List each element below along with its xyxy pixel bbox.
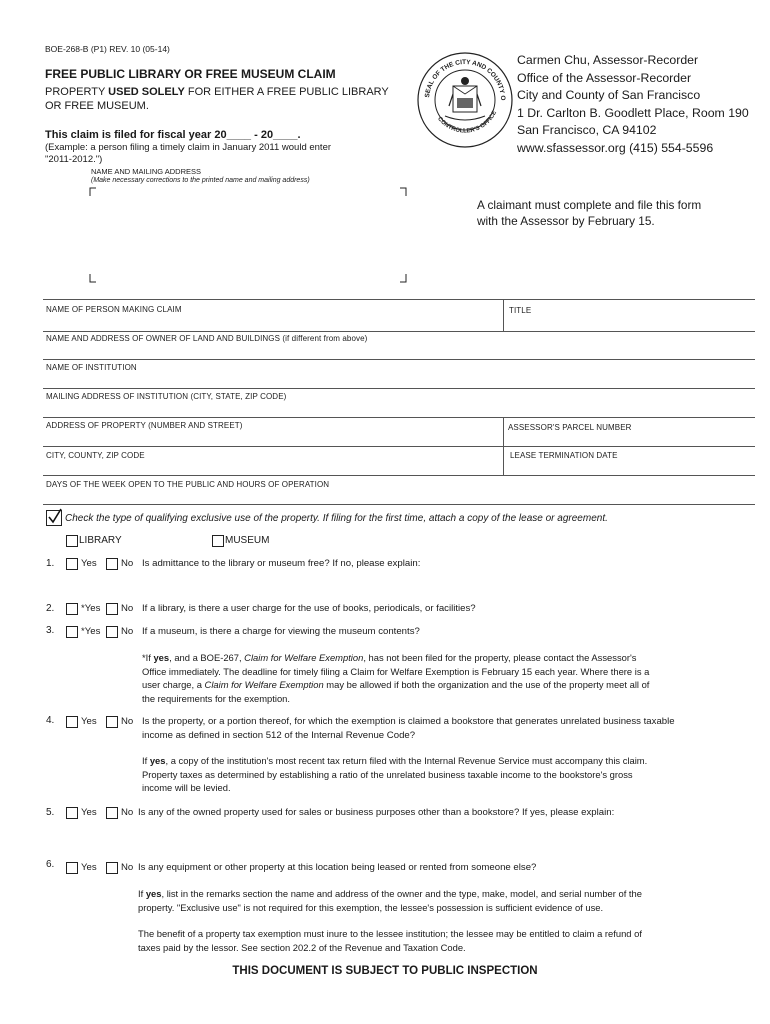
q2-number: 2. <box>46 603 55 614</box>
example-note-line2: "2011-2012.") <box>45 154 103 165</box>
welfare-exemption-note: *If yes, and a BOE-267, Claim for Welfare Exemption, has not been filed for the property, please contact the Assessor's Office immediately. The deadline for timely filing a Claim for Welfare Exemption is February 15 each year. Where there is a user charge, a Claim for Welfare Exemption may be allowed if both the organization and the use of the property meet all of the requirements for the exemption. <box>142 652 650 704</box>
q4-yes-checkbox[interactable] <box>66 716 78 728</box>
field-mailing-address[interactable]: MAILING ADDRESS OF INSTITUTION (CITY, STATE, ZIP CODE) <box>46 392 287 401</box>
q1-no-checkbox[interactable] <box>106 558 118 570</box>
museum-label: MUSEUM <box>225 535 270 546</box>
q1-text: Is admittance to the library or museum free? If no, please explain: <box>142 558 421 569</box>
q5-text: Is any of the owned property used for sales or business purposes other than a bookstore? If yes, please explain: <box>138 807 615 818</box>
assessor-office: Office of the Assessor-Recorder <box>517 70 692 85</box>
filing-notice-line2: with the Assessor by February 15. <box>477 214 655 228</box>
q6-number: 6. <box>46 859 55 870</box>
q3-no-checkbox[interactable] <box>106 626 118 638</box>
field-lease-termination[interactable]: LEASE TERMINATION DATE <box>510 451 618 460</box>
name-address-note: (Make necessary corrections to the printed name and mailing address) <box>91 177 310 184</box>
form-title: FREE PUBLIC LIBRARY OR FREE MUSEUM CLAIM <box>45 67 336 81</box>
lessee-refund-note: The benefit of a property tax exemption must inure to the lessee institution; the lessee may be entitled to claim a refund of taxes paid by the lessor. See section 202.2 of the Revenue and Taxation Code. <box>138 928 642 953</box>
tax-return-note: If yes, a copy of the institution's most recent tax return filed with the Internal Revenue Service must accompany this claim. Property taxes as determined by establishing a ratio of the unrelated business taxable income to the bookstore's gross income will be levied. <box>142 755 648 794</box>
q4-text: Is the property, or a portion thereof, for which the exemption is claimed a bookstore that generates unrelated business taxable <box>142 716 675 727</box>
svg-text:CONTROLLER'S OFFICE: CONTROLLER'S OFFICE <box>436 110 499 135</box>
example-note: (Example: a person filing a timely claim in January 2011 would enter <box>45 142 332 153</box>
q4-no-checkbox[interactable] <box>106 716 118 728</box>
q2-yes-label: *Yes <box>81 603 101 614</box>
q2-text: If a library, is there a user charge for the use of books, periodicals, or facilities? <box>142 603 476 614</box>
q4-number: 4. <box>46 715 55 726</box>
q2-no-checkbox[interactable] <box>106 603 118 615</box>
museum-checkbox[interactable] <box>212 535 224 547</box>
assessor-citystate: San Francisco, CA 94102 <box>517 123 657 137</box>
filing-notice <box>477 197 701 229</box>
assessor-city: City and County of San Francisco <box>517 88 701 102</box>
q5-number: 5. <box>46 807 55 818</box>
q2-no-label: No <box>121 603 134 614</box>
q1-number: 1. <box>46 558 55 569</box>
q1-yes-checkbox[interactable] <box>66 558 78 570</box>
q3-yes-checkbox[interactable] <box>66 626 78 638</box>
q4-no-label: No <box>121 716 134 727</box>
field-city-county-zip[interactable]: CITY, COUNTY, ZIP CODE <box>46 451 145 460</box>
field-institution[interactable]: NAME OF INSTITUTION <box>46 363 137 372</box>
q3-yes-label: *Yes <box>81 626 101 637</box>
form-subtitle: PROPERTY USED SOLELY FOR EITHER A FREE PUBLIC LIBRARY <box>45 86 389 98</box>
q3-no-label: No <box>121 626 134 637</box>
q4-yes-label: Yes <box>81 716 97 727</box>
q4-text-line2: income as defined in section 512 of the Internal Revenue Code? <box>142 730 416 741</box>
use-type-instruction: Check the type of qualifying exclusive use of the property. If filing for the first time, attach a copy of the lease or agreement. <box>65 513 608 524</box>
fiscal-year-label[interactable]: This claim is filed for fiscal year 20____ - 20____. <box>45 129 301 141</box>
field-title[interactable]: TITLE <box>509 306 532 315</box>
q3-number: 3. <box>46 625 55 636</box>
q5-yes-label: Yes <box>81 807 97 818</box>
form-id: BOE-268-B (P1) REV. 10 (05-14) <box>45 44 170 54</box>
assessor-name: Carmen Chu, Assessor-Recorder <box>517 53 699 67</box>
city-seal <box>415 50 515 150</box>
name-address-label: NAME AND MAILING ADDRESS <box>91 167 202 176</box>
field-name-person[interactable]: NAME OF PERSON MAKING CLAIM <box>46 305 182 314</box>
q6-yes-checkbox[interactable] <box>66 862 78 874</box>
assessor-address: 1 Dr. Carlton B. Goodlett Place, Room 190 <box>517 105 749 120</box>
assessor-web-phone[interactable]: www.sfassessor.org (415) 554-5596 <box>517 140 714 155</box>
public-inspection-footer: THIS DOCUMENT IS SUBJECT TO PUBLIC INSPECTION <box>232 965 538 977</box>
address-window[interactable] <box>88 186 412 286</box>
q6-no-label: No <box>121 862 134 873</box>
filing-notice-line1: A claimant must complete and file this form <box>477 198 702 212</box>
library-label: LIBRARY <box>79 535 122 546</box>
field-parcel-number[interactable]: ASSESSOR'S PARCEL NUMBER <box>508 423 632 432</box>
q2-yes-checkbox[interactable] <box>66 603 78 615</box>
leased-property-note: If yes, list in the remarks section the name and address of the owner and the type, make, model, and serial number of the property. "Exclusive use" is not required for this exemption, the lessee's possession is sufficient evidence of use. <box>138 888 642 913</box>
q6-text: Is any equipment or other property at this location being leased or rented from someone else? <box>138 862 537 873</box>
q6-yes-label: Yes <box>81 862 97 873</box>
q1-yes-label: Yes <box>81 558 97 569</box>
q5-no-checkbox[interactable] <box>106 807 118 819</box>
q1-no-label: No <box>121 558 134 569</box>
library-checkbox[interactable] <box>66 535 78 547</box>
field-owner[interactable]: NAME AND ADDRESS OF OWNER OF LAND AND BUILDINGS (if different from above) <box>46 334 368 343</box>
assessor-block <box>517 52 749 157</box>
q5-yes-checkbox[interactable] <box>66 807 78 819</box>
field-property-address[interactable]: ADDRESS OF PROPERTY (NUMBER AND STREET) <box>46 421 243 430</box>
checkmark-icon <box>46 510 62 526</box>
form-subtitle-line2: OR FREE MUSEUM. <box>45 100 149 112</box>
q3-text: If a museum, is there a charge for viewing the museum contents? <box>142 626 420 637</box>
q5-no-label: No <box>121 807 134 818</box>
q6-no-checkbox[interactable] <box>106 862 118 874</box>
svg-text:SEAL OF THE CITY AND COUNTY OF: SEAL OF THE CITY AND COUNTY O <box>424 58 507 101</box>
field-days-hours[interactable]: DAYS OF THE WEEK OPEN TO THE PUBLIC AND HOURS OF OPERATION <box>46 480 330 489</box>
